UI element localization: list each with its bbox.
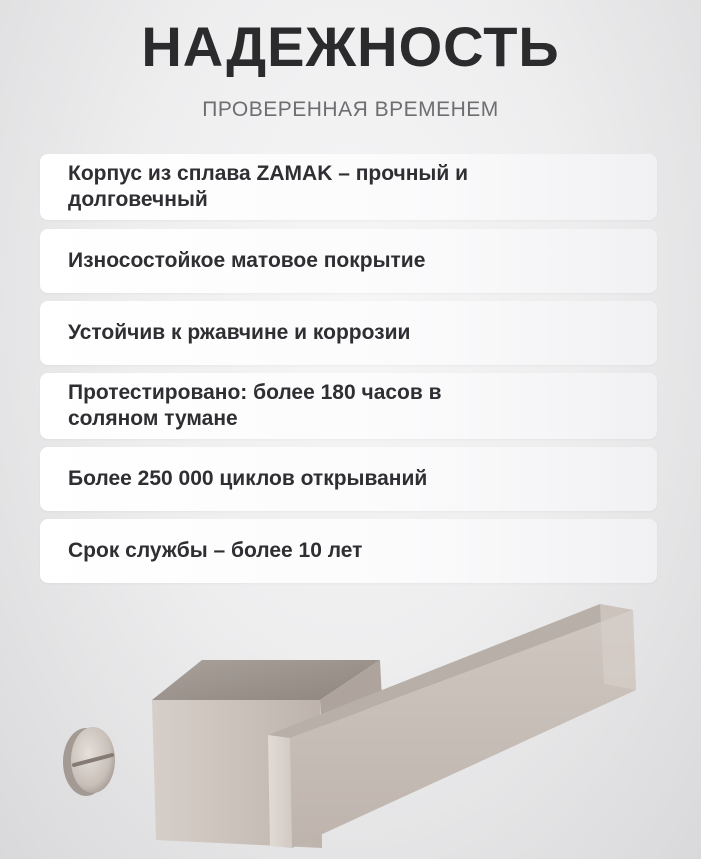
- feature-text: Износостойкое матовое покрытие: [68, 249, 426, 272]
- feature-card-lifetime: [40, 519, 657, 583]
- feature-card-corrosion: [40, 301, 657, 365]
- page-subtitle: ПРОВЕРЕННАЯ ВРЕМЕНЕМ: [202, 98, 499, 121]
- door-handle-image: [0, 590, 701, 859]
- feature-text: Протестировано: более 180 часов в соляном тумане: [68, 381, 442, 430]
- feature-card-coating: [40, 229, 657, 293]
- feature-card-material: [40, 154, 657, 220]
- feature-text: Корпус из сплава ZAMAK – прочный и долговечный: [68, 162, 468, 211]
- feature-text: Более 250 000 циклов открываний: [68, 467, 428, 490]
- page-title: НАДЕЖНОСТЬ: [141, 15, 560, 78]
- feature-text: Срок службы – более 10 лет: [68, 539, 363, 562]
- lever-front-face: [290, 610, 636, 848]
- screw-cap-icon: [63, 727, 115, 796]
- feature-card-cycles: [40, 447, 657, 511]
- feature-text: Устойчив к ржавчине и коррозии: [68, 321, 411, 344]
- feature-card-salt-test: [40, 373, 657, 439]
